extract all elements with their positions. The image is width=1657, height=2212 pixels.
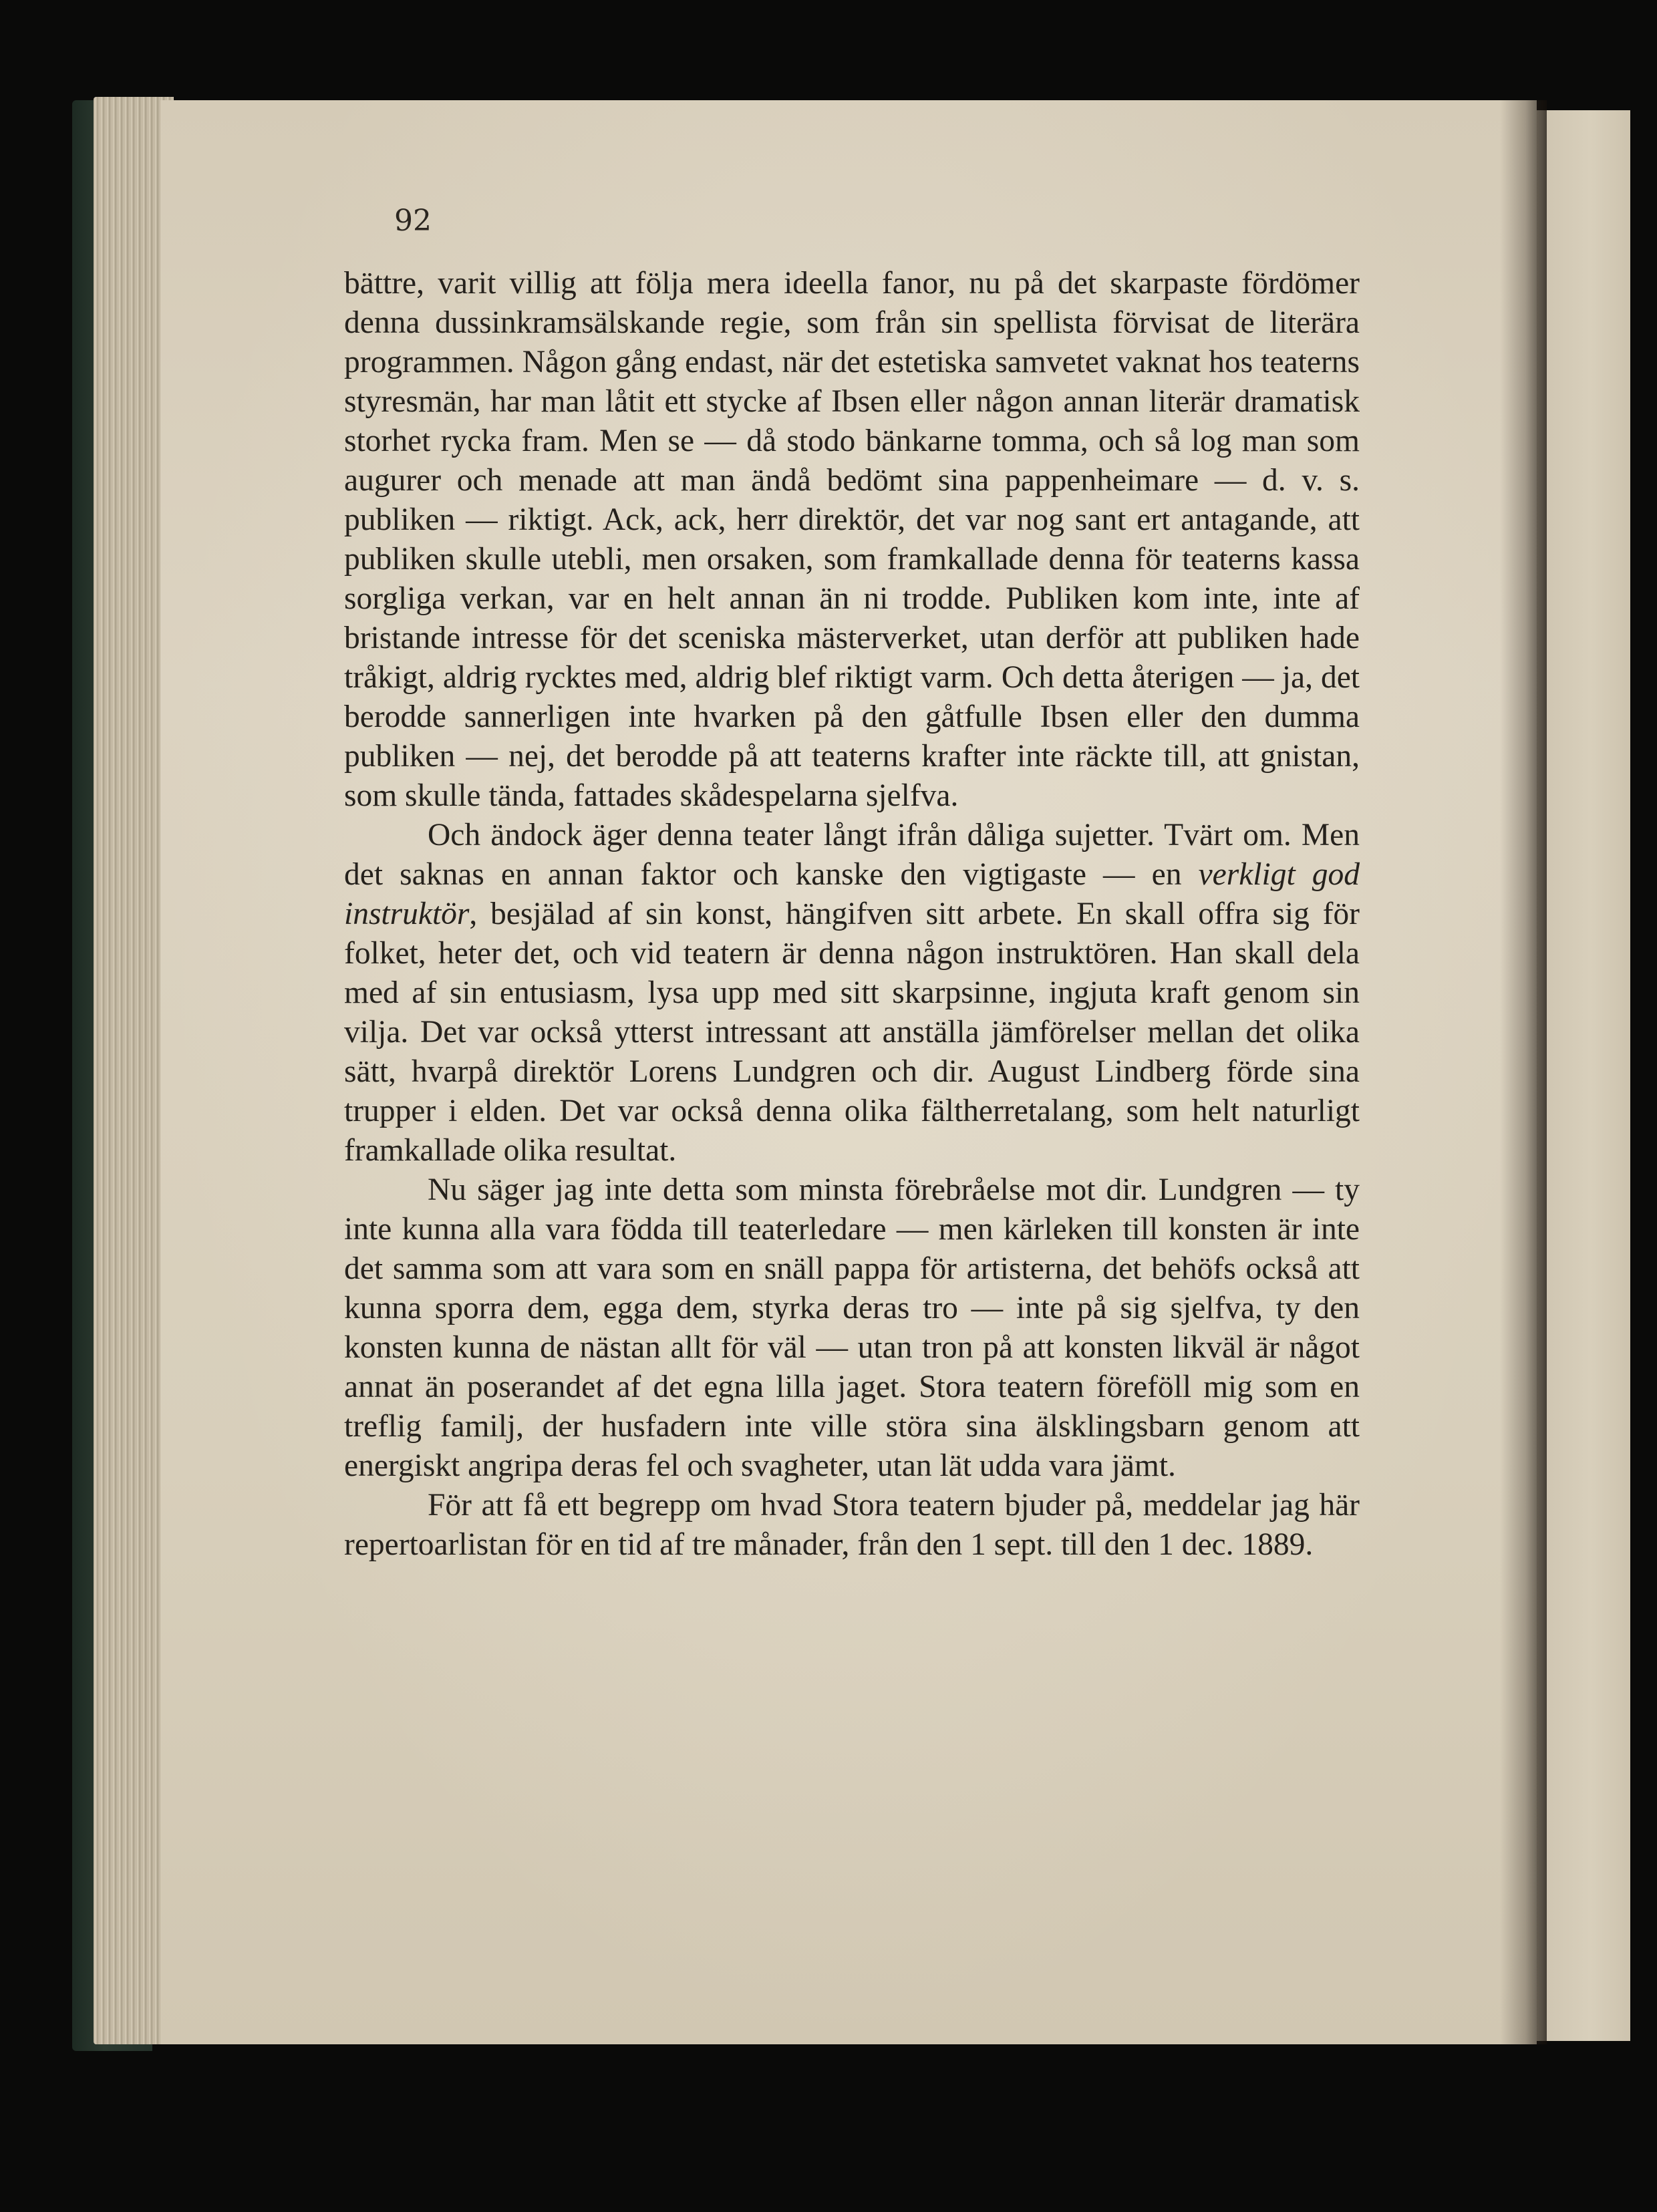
gutter-shadow: [1500, 100, 1547, 2044]
paragraph-2: [344, 816, 1360, 1170]
page-number: 92: [394, 204, 432, 238]
paragraph-text: bättre, varit villig att följa mera ideella fanor, nu på det skarpaste fördömer denna dussinkramsälskande regie, som från sin spellista förvisat de literära programmen. Någon gång endast, när det estetiska samvetet vaknat hos teaterns styresmän, har man låtit ett stycke af Ibsen eller någon annan literär dramatisk storhet rycka fram. Men se — då stodo bänkarne tomma, och så log man som augurer och menade att man ändå bedömt sina pappenheimare — d. v. s. publiken — riktigt. Ack, ack, herr direktör, det var nog sant ert antagande, att publiken skulle utebli, men orsaken, som framkallade denna för teaterns kassa sorgliga verkan, var en helt annan än ni trodde. Publiken kom inte, inte af bristande intresse för det sceniska mästerverket, utan derför att publiken hade tråkigt, aldrig rycktes med, aldrig blef riktigt varm. Och detta återigen — ja, det berodde sannerligen inte hvarken på den gåtfulle Ibsen eller den dumma publiken — nej, det berodde på att teaterns krafter inte räckte till, att gnistan, som skulle tända, fattades skådespelarna sjelfva.: [344, 266, 1360, 813]
body-text: [344, 264, 1360, 1565]
paragraph-3: [344, 1170, 1360, 1486]
paragraph-4: [344, 1486, 1360, 1565]
paragraph-text: Och ändock äger denna teater långt ifrån dåliga sujetter. Tvärt om. Men det saknas en annan faktor och kanske den vigtigaste — en: [344, 818, 1360, 892]
paragraph-text: Nu säger jag inte detta som minsta förebråelse mot dir. Lundgren — ty inte kunna alla vara födda till teaterledare — men kärleken till konsten är inte det samma som att vara som en snäll pappa för artisterna, det behöfs också att kunna sporra dem, egga dem, styrka deras tro — inte på sig sjelfva, ty den konsten kunna de nästan allt för väl — utan tron på att konsten likväl är något annat än poserandet af det egna lilla jaget. Stora teatern föreföll mig som en treflig familj, der husfadern inte ville störa sina älsklingsbarn genom att energiskt angripa deras fel och svagheter, utan lät udda vara jämt.: [344, 1172, 1360, 1483]
emphasized-text: verkligt god instruktör: [344, 857, 1360, 931]
paragraph-1: [344, 264, 1360, 816]
paragraph-text: , besjälad af sin konst, hängifven sitt arbete. En skall offra sig för folket, heter det, och vid teatern är denna någon instruktören. Han skall dela med af sin entusiasm, lysa upp med sitt skarpsinne, ingjuta kraft genom sin vilja. Det var också ytterst intressant att anställa jämförelser mellan det olika sätt, hvarpå direktör Lorens Lundgren och dir. August Lindberg förde sina trupper i elden. Det var också denna olika fältherretalang, som helt naturligt framkallade olika resultat.: [344, 897, 1360, 1168]
paragraph-text: För att få ett begrepp om hvad Stora teatern bjuder på, meddelar jag här repertoarlistan för en tid af tre månader, från den 1 sept. till den 1 dec. 1889.: [344, 1488, 1360, 1562]
